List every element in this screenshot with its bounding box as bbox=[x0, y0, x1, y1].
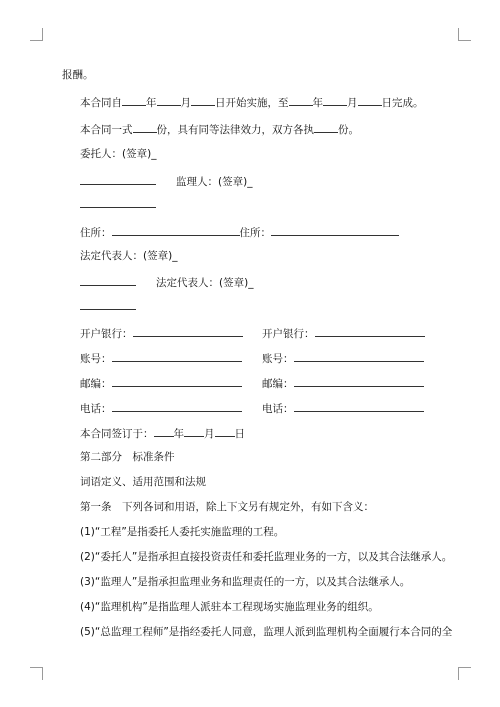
text-fragment: (1)“工程”是指委托人委托实施监理的工程。 bbox=[80, 526, 285, 538]
article-line bbox=[80, 500, 374, 514]
text-fragment: 法定代表人：(签章)_ bbox=[156, 277, 254, 289]
fill-blank bbox=[133, 325, 243, 337]
text-fragment: 电话： bbox=[262, 403, 294, 415]
fill-blank bbox=[215, 425, 235, 437]
fill-blank bbox=[289, 94, 313, 106]
fill-blank bbox=[271, 224, 399, 236]
fill-blank bbox=[294, 400, 424, 412]
section-heading bbox=[80, 450, 175, 464]
text-fragment: 日开始实施，至 bbox=[215, 97, 289, 109]
text-fragment: 本合同自 bbox=[80, 97, 122, 109]
subsection-heading bbox=[80, 475, 206, 489]
fill-blank bbox=[157, 94, 181, 106]
fill-blank bbox=[112, 350, 242, 362]
phone-line bbox=[80, 400, 424, 416]
text-fragment: 年 bbox=[173, 428, 184, 440]
definition-item bbox=[80, 625, 452, 639]
text-fragment: 份，具有同等法律效力，双方各执 bbox=[156, 124, 314, 136]
text-line bbox=[62, 68, 94, 82]
text-fragment: 月 bbox=[180, 97, 191, 109]
fill-blank bbox=[315, 325, 425, 337]
client-signature-line bbox=[80, 147, 156, 161]
bank-line bbox=[80, 325, 425, 341]
text-fragment: 月 bbox=[204, 428, 215, 440]
crop-mark-bottom-left bbox=[30, 667, 43, 680]
text-fragment: 邮编： bbox=[80, 378, 112, 390]
crop-mark-bottom-right bbox=[458, 667, 471, 680]
account-line bbox=[80, 350, 424, 366]
text-fragment: 开户银行： bbox=[262, 328, 315, 340]
text-fragment: 报酬。 bbox=[62, 69, 94, 81]
text-fragment: 年 bbox=[312, 97, 323, 109]
fill-blank bbox=[358, 94, 382, 106]
text-fragment: 第二部分 标准条件 bbox=[80, 451, 175, 463]
text-fragment: 本合同一式 bbox=[80, 124, 133, 136]
definition-item bbox=[80, 550, 452, 564]
text-fragment: 日 bbox=[234, 428, 245, 440]
text-fragment: (3)“监理人”是指承担监理业务和监理责任的一方，以及其合法继承人。 bbox=[80, 576, 411, 588]
fill-blank bbox=[122, 94, 146, 106]
crop-mark-top-left bbox=[30, 28, 43, 41]
text-fragment: 账号： bbox=[262, 353, 294, 365]
fill-blank bbox=[154, 425, 174, 437]
supervisor-signature-line bbox=[80, 173, 252, 189]
text-fragment: 月 bbox=[347, 97, 358, 109]
text-fragment: 监理人：(签章)_ bbox=[176, 176, 253, 188]
text-fragment: (4)“监理机构”是指监理人派驻本工程现场实施监理业务的组织。 bbox=[80, 601, 379, 613]
text-fragment: 年 bbox=[146, 97, 157, 109]
definition-item bbox=[80, 600, 379, 614]
crop-mark-top-right bbox=[458, 28, 471, 41]
fill-blank bbox=[80, 173, 156, 185]
text-fragment: 本合同签订于： bbox=[80, 428, 154, 440]
definition-item bbox=[80, 575, 410, 589]
fill-blank bbox=[323, 94, 347, 106]
text-fragment: (5)“总监理工程师”是指经委托人同意，监理人派到监理机构全面履行本合同的全 bbox=[80, 626, 453, 638]
fill-blank bbox=[294, 350, 424, 362]
signature-blank-line bbox=[80, 298, 136, 314]
signed-date-line bbox=[80, 425, 245, 441]
text-fragment: (2)“委托人”是指承担直接投资责任和委托监理业务的一方，以及其合法继承人。 bbox=[80, 551, 453, 563]
contract-period-line bbox=[80, 94, 424, 110]
text-fragment: 开户银行： bbox=[80, 328, 133, 340]
signature-blank-line bbox=[80, 196, 156, 212]
copies-line bbox=[80, 121, 359, 137]
postcode-line bbox=[80, 375, 424, 391]
text-fragment: 第一条 下列各词和用语，除上下文另有规定外，有如下含义： bbox=[80, 501, 374, 513]
text-fragment: 词语定义、适用范围和法规 bbox=[80, 476, 206, 488]
fill-blank bbox=[80, 298, 136, 310]
address-line bbox=[80, 224, 399, 240]
fill-blank bbox=[112, 375, 242, 387]
fill-blank bbox=[294, 375, 424, 387]
text-fragment: 账号： bbox=[80, 353, 112, 365]
fill-blank bbox=[133, 121, 157, 133]
fill-blank bbox=[314, 121, 338, 133]
text-fragment: 住所： bbox=[80, 227, 112, 239]
text-fragment: 邮编： bbox=[262, 378, 294, 390]
definition-item bbox=[80, 525, 284, 539]
fill-blank bbox=[112, 400, 242, 412]
text-fragment: 住所： bbox=[239, 227, 271, 239]
fill-blank bbox=[191, 94, 215, 106]
fill-blank bbox=[112, 224, 240, 236]
legal-rep-client-line bbox=[80, 249, 177, 263]
text-fragment: 日完成。 bbox=[381, 97, 424, 109]
text-fragment: 电话： bbox=[80, 403, 112, 415]
text-fragment: 份。 bbox=[338, 124, 359, 136]
legal-rep-supervisor-line bbox=[80, 274, 253, 290]
fill-blank bbox=[184, 425, 204, 437]
text-fragment: 委托人：(签章)_ bbox=[80, 148, 157, 160]
fill-blank bbox=[80, 274, 136, 286]
text-fragment: 法定代表人：(签章)_ bbox=[80, 250, 178, 262]
fill-blank bbox=[80, 196, 156, 208]
